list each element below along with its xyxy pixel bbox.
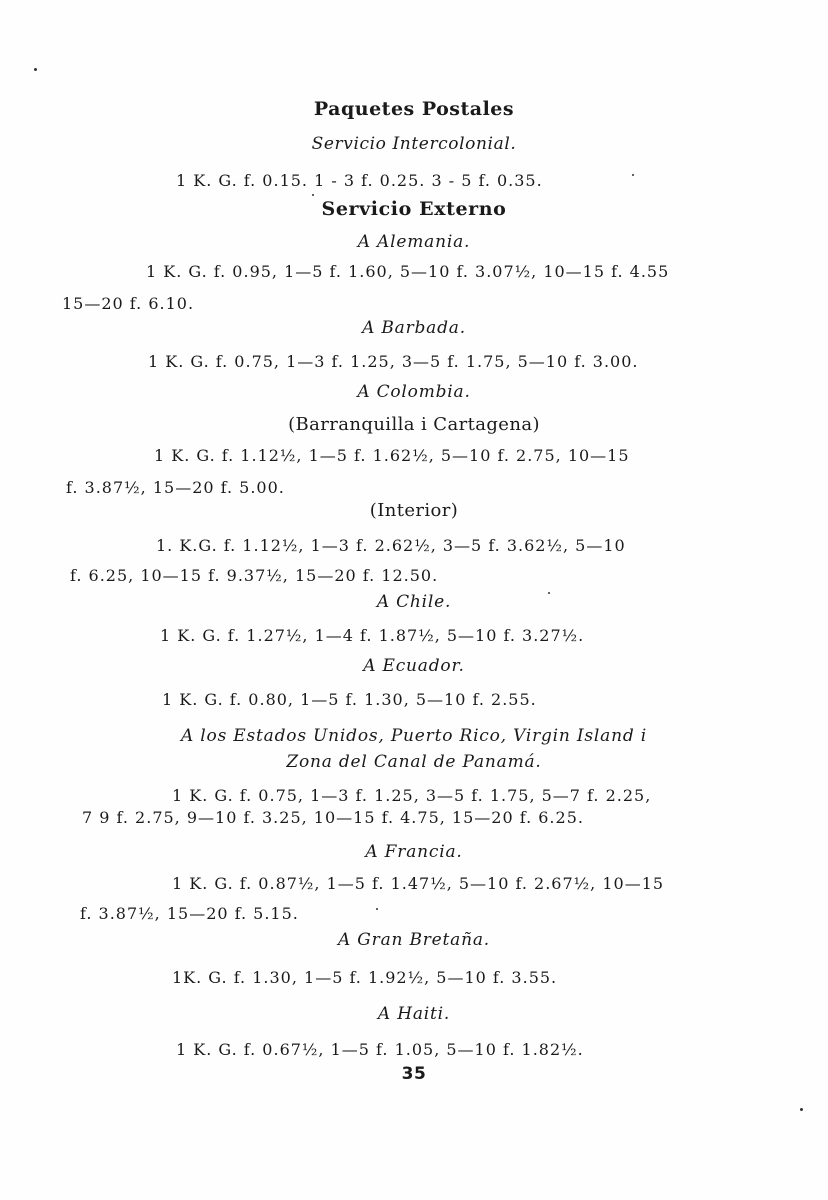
barbada-rates-line1: 1 K. G. f. 0.75, 1—3 f. 1.25, 3—5 f. 1.75, 5—10 f. 3.00. <box>148 352 639 371</box>
colombia-interior-label: (Interior) <box>369 500 459 521</box>
estados-unidos-label-line2: Zona del Canal de Panamá. <box>286 752 542 772</box>
colombia-costa-rates-line1: 1 K. G. f. 1.12½, 1—5 f. 1.62½, 5—10 f. 2.75, 10—15 <box>154 446 630 465</box>
ecuador-label: A Ecuador. <box>363 656 465 676</box>
paper-speck <box>376 908 378 910</box>
estados-unidos-rates-line1: 1 K. G. f. 0.75, 1—3 f. 1.25, 3—5 f. 1.75, 5—7 f. 2.25, <box>172 786 652 805</box>
chile-rates-line1: 1 K. G. f. 1.27½, 1—4 f. 1.87½, 5—10 f. 3.27½. <box>160 626 585 645</box>
colombia-label: A Colombia. <box>357 382 471 402</box>
alemania-label: A Alemania. <box>357 232 471 252</box>
colombia-costa-label: (Barranquilla i Cartagena) <box>288 414 540 435</box>
intercolonial-rates: 1 K. G. f. 0.15. 1 - 3 f. 0.25. 3 - 5 f. 0.35. <box>176 171 543 190</box>
ecuador-rates-line1: 1 K. G. f. 0.80, 1—5 f. 1.30, 5—10 f. 2.55. <box>162 690 537 709</box>
colombia-interior-rates-line1: 1. K.G. f. 1.12½, 1—3 f. 2.62½, 3—5 f. 3.62½, 5—10 <box>156 536 626 555</box>
externo-heading: Servicio Externo <box>321 198 507 220</box>
francia-rates-line2: f. 3.87½, 15—20 f. 5.15. <box>80 904 299 923</box>
alemania-rates-line1: 1 K. G. f. 0.95, 1—5 f. 1.60, 5—10 f. 3.07½, 10—15 f. 4.55 <box>146 262 670 281</box>
haiti-rates-line1: 1 K. G. f. 0.67½, 1—5 f. 1.05, 5—10 f. 1.82½. <box>176 1040 584 1059</box>
paper-speck <box>632 174 634 176</box>
intercolonial-heading: Servicio Intercolonial. <box>311 134 517 154</box>
colombia-interior-rates-line2: f. 6.25, 10—15 f. 9.37½, 15—20 f. 12.50. <box>70 566 439 585</box>
paper-speck <box>800 1108 803 1111</box>
haiti-label: A Haiti. <box>377 1004 451 1024</box>
francia-rates-line1: 1 K. G. f. 0.87½, 1—5 f. 1.47½, 5—10 f. 2.67½, 10—15 <box>172 874 665 893</box>
page-title: Paquetes Postales <box>313 98 515 120</box>
alemania-rates-line2: 15—20 f. 6.10. <box>62 294 195 313</box>
page-number: 35 <box>401 1064 427 1084</box>
barbada-label: A Barbada. <box>362 318 466 338</box>
estados-unidos-label-line1: A los Estados Unidos, Puerto Rico, Virgin Island i <box>181 726 647 746</box>
paper-speck <box>548 592 550 594</box>
paper-speck <box>312 194 314 196</box>
gran-bretana-label: A Gran Bretaña. <box>337 930 490 950</box>
estados-unidos-rates-line2: 7 9 f. 2.75, 9—10 f. 3.25, 10—15 f. 4.75, 15—20 f. 6.25. <box>82 808 584 827</box>
chile-label: A Chile. <box>376 592 452 612</box>
colombia-costa-rates-line2: f. 3.87½, 15—20 f. 5.00. <box>66 478 285 497</box>
gran-bretana-rates-line1: 1K. G. f. 1.30, 1—5 f. 1.92½, 5—10 f. 3.55. <box>172 968 558 987</box>
francia-label: A Francia. <box>365 842 463 862</box>
paper-speck <box>34 68 37 71</box>
